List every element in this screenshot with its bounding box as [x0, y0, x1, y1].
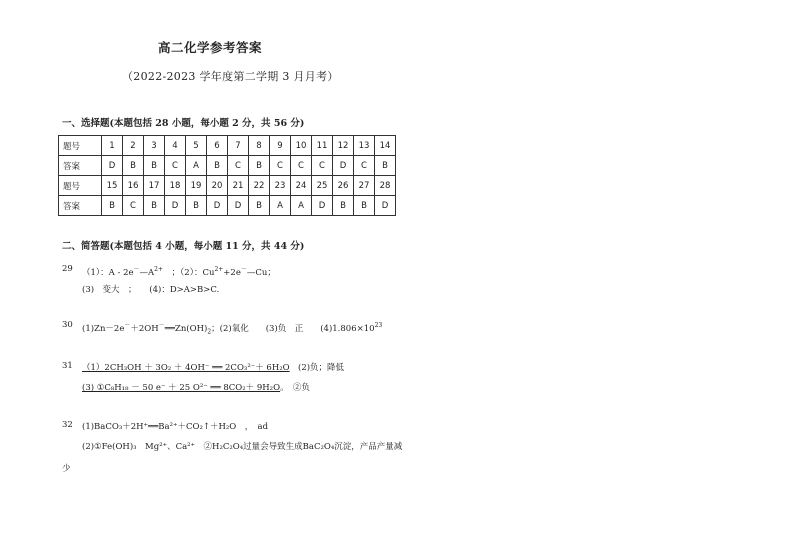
table-cell: B [144, 196, 165, 216]
q32-line2: (2)①Fe(OH)₃ Mg²⁺、Ca²⁺ ②H₂C₂O₄过量会导致生成BaC₂O₄沉淀，产品产量减 [82, 442, 403, 452]
answer-table-row [59, 176, 396, 196]
row-label: 题号 [59, 176, 102, 196]
table-cell: D [375, 196, 396, 216]
table-cell: 5 [186, 136, 207, 156]
table-cell: B [207, 156, 228, 176]
q30-number: 30 [62, 320, 73, 330]
table-cell: 24 [291, 176, 312, 196]
table-cell: C [165, 156, 186, 176]
table-cell: B [249, 196, 270, 216]
table-cell: 4 [165, 136, 186, 156]
table-cell: 14 [375, 136, 396, 156]
table-cell: C [291, 156, 312, 176]
table-cell: 8 [249, 136, 270, 156]
table-cell: 25 [312, 176, 333, 196]
table-cell: C [354, 156, 375, 176]
table-cell: C [270, 156, 291, 176]
table-cell: B [123, 156, 144, 176]
q31-line1-b: (2)负；降低 [298, 363, 345, 373]
q31-number: 31 [62, 361, 73, 371]
table-cell: C [312, 156, 333, 176]
table-cell: 19 [186, 176, 207, 196]
table-cell: A [270, 196, 291, 216]
table-cell: B [102, 196, 123, 216]
row-label: 题号 [59, 136, 102, 156]
answer-table-row [59, 196, 396, 216]
table-cell: 13 [354, 136, 375, 156]
section1-heading: 一、选择题(本题包括 28 小题，每小题 2 分，共 56 分) [62, 118, 305, 129]
table-cell: D [207, 196, 228, 216]
table-cell: 16 [123, 176, 144, 196]
table-cell: 2 [123, 136, 144, 156]
q32-line3: 少 [62, 464, 71, 474]
page-title: 高二化学参考答案 [158, 40, 263, 55]
q30-line1: $(1)Zn-2e^-+2OH^-══Zn(OH)_2$；(2)氧化 (3)负 正 $(4)1.806\times 10^{23}$ [82, 322, 383, 336]
table-cell: 20 [207, 176, 228, 196]
table-cell: 3 [144, 136, 165, 156]
q29-line2: (3) 变大 ； (4)：D>A>B>C. [82, 285, 220, 295]
table-cell: 15 [102, 176, 123, 196]
table-cell: B [333, 196, 354, 216]
answer-table-row [59, 136, 396, 156]
table-cell: 26 [333, 176, 354, 196]
answer-table [58, 135, 396, 216]
answer-table-row [59, 156, 396, 176]
row-label: 答案 [59, 196, 102, 216]
table-cell: B [375, 156, 396, 176]
q32-line1: (1)BaCO₃＋2H⁺══Ba²⁺＋CO₂↑＋H₂O ， ad [82, 422, 269, 432]
page-subtitle: （2022-2023 学年度第二学期 3 月月考） [122, 70, 339, 83]
table-cell: C [123, 196, 144, 216]
table-cell: 17 [144, 176, 165, 196]
q29-line1: （1）：A - $2e^-—A^{2+}$ ；（2）：$Cu^{2+}+2e^-—Cu$； [82, 266, 276, 278]
table-cell: B [186, 196, 207, 216]
table-cell: A [186, 156, 207, 176]
table-cell: D [102, 156, 123, 176]
table-cell: D [333, 156, 354, 176]
table-cell: A [291, 196, 312, 216]
q31-line1: （1）2CH₃OH ＋ 3O₂ ＋ 4OH⁻ ══ 2CO₃²⁻＋ 6H₂O [82, 363, 290, 373]
table-cell: 11 [312, 136, 333, 156]
table-cell: 7 [228, 136, 249, 156]
table-cell: 22 [249, 176, 270, 196]
table-cell: D [228, 196, 249, 216]
q32-number: 32 [62, 420, 73, 430]
table-cell: 28 [375, 176, 396, 196]
q29-number: 29 [62, 264, 73, 274]
table-cell: D [312, 196, 333, 216]
table-cell: B [144, 156, 165, 176]
table-cell: 10 [291, 136, 312, 156]
q31-line2: (3) ①C₈H₁₈ － 50 e⁻ ＋ 25 O²⁻ ══ 8CO₂＋ 9H₂O。 ②负 [82, 383, 310, 393]
table-cell: 23 [270, 176, 291, 196]
table-cell: 27 [354, 176, 375, 196]
table-cell: 18 [165, 176, 186, 196]
table-cell: 6 [207, 136, 228, 156]
table-cell: B [249, 156, 270, 176]
table-cell: B [354, 196, 375, 216]
row-label: 答案 [59, 156, 102, 176]
table-cell: 9 [270, 136, 291, 156]
table-cell: D [165, 196, 186, 216]
table-cell: 21 [228, 176, 249, 196]
table-cell: C [228, 156, 249, 176]
table-cell: 1 [102, 136, 123, 156]
section2-heading: 二、简答题(本题包括 4 小题，每小题 11 分，共 44 分) [62, 241, 305, 252]
table-cell: 12 [333, 136, 354, 156]
